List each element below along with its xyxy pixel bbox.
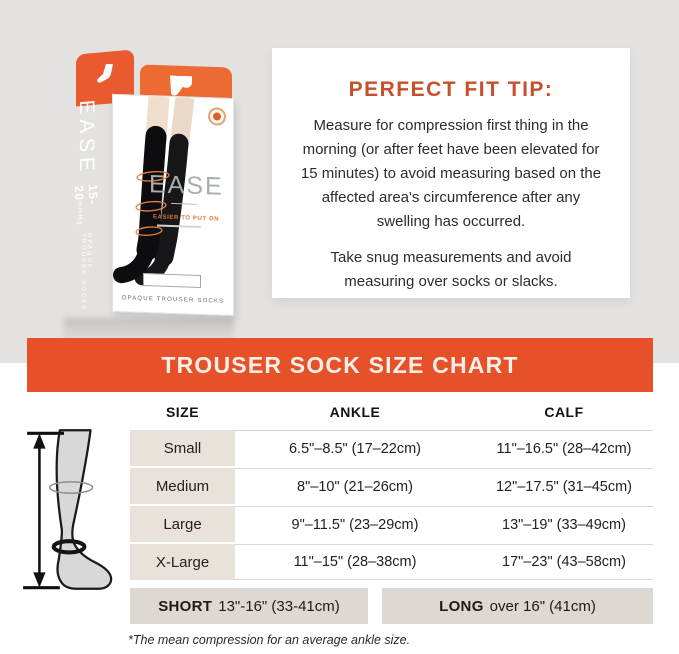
- size-cell: Large: [130, 506, 235, 542]
- size-cell: Medium: [130, 468, 235, 504]
- compression-unit: mmHg: [76, 200, 83, 226]
- short-value: 13"-16" (33-41cm): [218, 597, 340, 615]
- ankle-cell: 6.5"–8.5" (17–22cm): [235, 430, 475, 466]
- size-cell: X-Large: [130, 544, 235, 580]
- product-box-photo: [60, 50, 238, 320]
- front-brand-logo: EASE: [149, 170, 224, 201]
- ankle-cell: 8"–10" (21–26cm): [235, 468, 475, 504]
- leg-measurement-diagram: [12, 420, 120, 602]
- box-front-panel: [112, 94, 234, 316]
- size-label-window: [143, 273, 201, 288]
- table-row: [130, 506, 653, 542]
- ankle-cell: 9"–11.5" (23–29cm): [235, 506, 475, 542]
- footnote: *The mean compression for an average ankle size.: [128, 633, 411, 647]
- short-label: SHORT: [158, 597, 213, 615]
- box-spine: [60, 88, 112, 319]
- size-cell: Small: [130, 430, 235, 466]
- front-product-type-text: OPAQUE TROUSER SOCKS: [121, 295, 225, 305]
- long-label: LONG: [439, 597, 484, 615]
- calf-cell: 13"–19" (33–49cm): [475, 506, 653, 542]
- arrowhead-down: [33, 572, 45, 587]
- perfect-fit-tip-card: [272, 48, 630, 298]
- front-tagline: EASIER TO PUT ON: [153, 214, 220, 223]
- tip-paragraph-1: Measure for compression first thing in the morning (or after feet have been elevated for 15 minutes) to avoid measuring based on the affected area's circumference after any swelling has occurred.: [300, 117, 602, 230]
- tip-paragraph-2: Take snug measurements and avoid measuring over socks or slacks.: [330, 249, 572, 290]
- length-option-short: [130, 588, 368, 624]
- table-row: [130, 544, 653, 580]
- hook-hole-icon: [168, 75, 194, 96]
- table-row: [130, 468, 653, 504]
- spine-compression-text: [72, 184, 100, 229]
- long-value: over 16" (41cm): [489, 597, 596, 615]
- leg-outline: [57, 430, 111, 588]
- column-header-size: SIZE: [165, 404, 200, 420]
- compression-value: 15-20: [72, 183, 100, 206]
- calf-cell: 12"–17.5" (31–45cm): [475, 468, 653, 504]
- arrowhead-up: [33, 433, 45, 448]
- calf-cell: 17"–23" (43–58cm): [475, 544, 653, 580]
- table-row: [130, 430, 653, 466]
- tip-title: PERFECT FIT TIP:: [348, 78, 554, 101]
- spine-product-type-text: OPAQUE TROUSER SOCKS: [80, 232, 92, 312]
- ankle-cell: 11"–15" (28–38cm): [235, 544, 475, 580]
- size-chart-table: [130, 430, 653, 582]
- length-option-long: [382, 588, 653, 624]
- compression-badge-icon: [208, 107, 226, 126]
- column-header-calf: CALF: [544, 404, 584, 420]
- size-chart-column-headers: [130, 404, 653, 420]
- column-header-ankle: ANKLE: [329, 404, 381, 420]
- size-chart-title-banner: TROUSER SOCK SIZE CHART: [27, 338, 653, 392]
- spine-brand-text: EASE: [75, 98, 98, 177]
- calf-cell: 11"–16.5" (28–42cm): [475, 430, 653, 466]
